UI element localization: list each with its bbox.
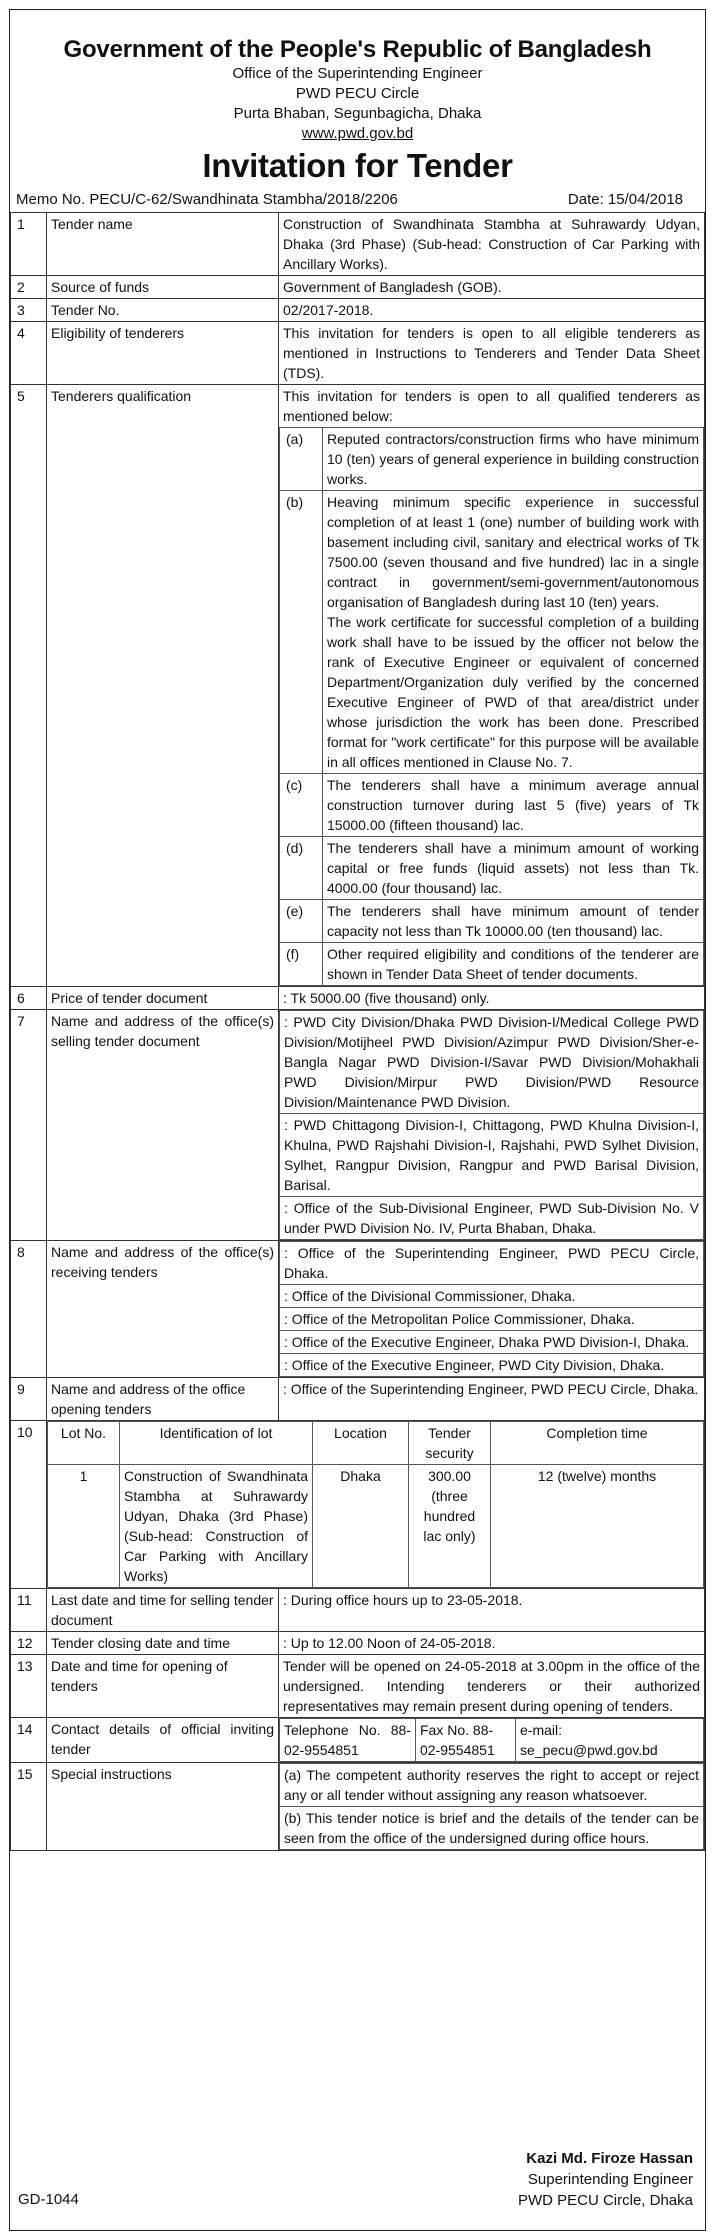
list-item [280,837,704,900]
row-number: 9 [11,1378,47,1421]
row-number: 14 [11,1718,47,1763]
signatory-designation: Superintending Engineer [527,2171,693,2188]
lot-security: 300.00 (three hundred lac only) [409,1465,491,1588]
row-label: Name and address of the office(s) selling tender document [47,1010,279,1241]
list-item [280,774,704,837]
page-title: Invitation for Tender [202,147,513,184]
row-number: 11 [11,1589,47,1632]
completion-header: Completion time [491,1422,704,1465]
row-number: 10 [11,1421,47,1589]
tender-notice [9,9,706,2231]
table-row [11,1241,705,1378]
closing-date-value: : Up to 12.00 Noon of 24-05-2018. [279,1632,705,1655]
row-label: Eligibility of tenderers [47,322,279,385]
email[interactable]: e-mail: se_pecu@pwd.gov.bd [516,1719,704,1762]
table-row [11,322,705,385]
lot-table [47,1421,704,1588]
row-number: 1 [11,213,47,276]
item-text-continued: The work certificate for successful completion of a building work shall have to be issued by the officer not below the rank of Executive Engineer or equivalent of concerned Department/Organization duly verified by the concerned Executive Engineer of PWD of that area/district under whose jurisdiction the work has been done. Prescribed format for "work certificate" for this purpose will be available in all offices mentioned in Clause No. 7. [327,614,699,770]
item-text: Other required eligibility and conditions of the tenderer are shown in Tender Data Sheet of tender documents. [323,943,704,986]
item-key: (b) [280,491,323,774]
lot-row [48,1465,704,1588]
list-item [280,491,704,774]
row-number: 7 [11,1010,47,1241]
memo-number: Memo No. PECU/C-62/Swandhinata Stambha/2018/2206 [16,191,398,208]
row-number: 12 [11,1632,47,1655]
item-key: (c) [280,774,323,837]
lot-completion: 12 (twelve) months [491,1465,704,1588]
tender-table [10,212,705,1851]
table-row [11,1589,705,1632]
row-label: Tenderers qualification [47,385,279,987]
row-number: 13 [11,1655,47,1718]
table-row [11,385,705,987]
table-row [11,299,705,322]
row-label: Contact details of official inviting tender [47,1718,279,1763]
source-of-funds-value: Government of Bangladesh (GOB). [279,276,705,299]
row-number: 6 [11,987,47,1010]
location-header: Location [313,1422,409,1465]
row-label: Last date and time for selling tender document [47,1589,279,1632]
table-row [11,1421,705,1589]
table-row [11,1718,705,1763]
fax: Fax No. 88-02-9554851 [416,1719,516,1762]
circle-name: PWD PECU Circle [295,85,420,102]
row-label: Tender No. [47,299,279,322]
government-title: Government of the People's Republic of Bangladesh [63,36,652,63]
lot-header-row [48,1422,704,1465]
item-key: (e) [280,900,323,943]
table-row [11,1378,705,1421]
row-label: Price of tender document [47,987,279,1010]
list-item [280,900,704,943]
item-key: (a) [280,428,323,491]
letterhead [10,36,705,186]
eligibility-value: This invitation for tenders is open to all eligible tenderers as mentioned in Instructions to Tenderers and Tender Data Sheet (TDS). [279,322,705,385]
selling-deadline-value: : During office hours up to 23-05-2018. [279,1589,705,1632]
memo-line [10,186,705,212]
signature-block [518,2148,693,2211]
memo-date: Date: 15/04/2018 [567,191,683,208]
table-row [11,987,705,1010]
row-label: Date and time for opening of tenders [47,1655,279,1718]
signatory-office: PWD PECU Circle, Dhaka [517,2192,693,2209]
row-label: Tender name [47,213,279,276]
selling-office: : PWD City Division/Dhaka PWD Division-I/Medical College PWD Division/Motijheel PWD Division/Azimpur PWD Division/Sher-e-Bangla Nagar PWD Division-I/Savar PWD Division/Mohakhali PWD Division/Mirpur PWD Division/PWD Resource Division/Maintenance PWD Division. [280,1011,704,1114]
row-number: 4 [11,322,47,385]
receiving-office: : Office of the Executive Engineer, Dhaka PWD Division-I, Dhaka. [280,1331,704,1354]
tender-name-value: Construction of Swandhinata Stambha at Suhrawardy Udyan, Dhaka (3rd Phase) (Sub-head: Construction of Car Parking with Ancillary Works). [279,213,705,276]
signatory-name: Kazi Md. Firoze Hassan [526,2150,693,2167]
qualification-list [279,427,704,986]
item-text: The tenderers shall have a minimum average annual construction turnover during last 5 (five) years of Tk 15000.00 (fifteen thousand) lac. [323,774,704,837]
opening-office-value: : Office of the Superintending Engineer, PWD PECU Circle, Dhaka. [279,1378,705,1421]
item-text: Reputed contractors/construction firms who have minimum 10 (ten) years of general experience in building construction works. [323,428,704,491]
contact-details [279,1718,704,1762]
receiving-office: : Office of the Divisional Commissioner, Dhaka. [280,1285,704,1308]
row-number: 5 [11,385,47,987]
qualification-intro: This invitation for tenders is open to all qualified tenderers as mentioned below: [283,388,700,424]
website-link[interactable]: www.pwd.gov.bd [301,125,414,142]
table-row [11,1632,705,1655]
office-name: Office of the Superintending Engineer [232,65,483,82]
row-label: Name and address of the office(s) receiving tenders [47,1241,279,1378]
row-label: Special instructions [47,1763,279,1851]
receiving-office: : Office of the Metropolitan Police Commissioner, Dhaka. [280,1308,704,1331]
row-number: 15 [11,1763,47,1851]
item-key: (d) [280,837,323,900]
lot-no: 1 [48,1465,120,1588]
lot-identification: Construction of Swandhinata Stambha at Suhrawardy Udyan, Dhaka (3rd Phase) (Sub-head: Construction of Car Parking with Ancillary Works) [120,1465,313,1588]
table-row [11,1655,705,1718]
row-label: Source of funds [47,276,279,299]
price-value: : Tk 5000.00 (five thousand) only. [279,987,705,1010]
special-instruction: (a) The competent authority reserves the right to accept or reject any or all tender without assigning any reason whatsoever. [280,1764,704,1807]
receiving-office: : Office of the Executive Engineer, PWD City Division, Dhaka. [280,1354,704,1377]
row-number: 8 [11,1241,47,1378]
item-key: (f) [280,943,323,986]
table-row [11,213,705,276]
item-text: The tenderers shall have a minimum amount of working capital or free funds (liquid assets) not less than Tk. 4000.00 (four thousand) lac. [323,837,704,900]
selling-office: : PWD Chittagong Division-I, Chittagong, PWD Khulna Division-I, Khulna, PWD Rajshahi Division-I, Rajshahi, PWD Sylhet Division, Sylhet, Rangpur Division, Rangpur and PWD Barisal Division, Barisal. [280,1114,704,1197]
telephone: Telephone No. 88-02-9554851 [280,1719,416,1762]
row-number: 2 [11,276,47,299]
item-text: Heaving minimum specific experience in successful completion of at least 1 (one) number of building work with basement including civil, sanitary and electrical works of Tk 7500.00 (seven thousand and five hundred) lac in a single contract in government/semi-government/autonomous organisation of Bangladesh during last 10 (ten) years. [327,494,699,610]
table-row [11,1763,705,1851]
table-row [11,1010,705,1241]
identification-header: Identification of lot [120,1422,313,1465]
table-row [11,276,705,299]
lot-location: Dhaka [313,1465,409,1588]
row-number: 3 [11,299,47,322]
list-item [280,428,704,491]
tender-no-value: 02/2017-2018. [279,299,705,322]
list-item [280,943,704,986]
office-address: Purta Bhaban, Segunbagicha, Dhaka [233,105,482,122]
row-label: Tender closing date and time [47,1632,279,1655]
security-header: Tender security [409,1422,491,1465]
gd-code: GD-1044 [18,2191,79,2208]
receiving-office: : Office of the Superintending Engineer, PWD PECU Circle, Dhaka. [280,1242,704,1285]
selling-office: : Office of the Sub-Divisional Engineer, PWD Sub-Division No. V under PWD Division No. IV, Purta Bhaban, Dhaka. [280,1197,704,1240]
item-text: The tenderers shall have minimum amount of tender capacity not less than Tk 10000.00 (ten thousand) lac. [323,900,704,943]
row-label: Name and address of the office opening tenders [47,1378,279,1421]
special-instruction: (b) This tender notice is brief and the details of the tender can be seen from the office of the undersigned during office hours. [280,1807,704,1850]
opening-date-value: Tender will be opened on 24-05-2018 at 3.00pm in the office of the undersigned. Intending tenderers or their authorized representatives may remain present during opening of tenders. [279,1655,705,1718]
lot-no-header: Lot No. [48,1422,120,1465]
